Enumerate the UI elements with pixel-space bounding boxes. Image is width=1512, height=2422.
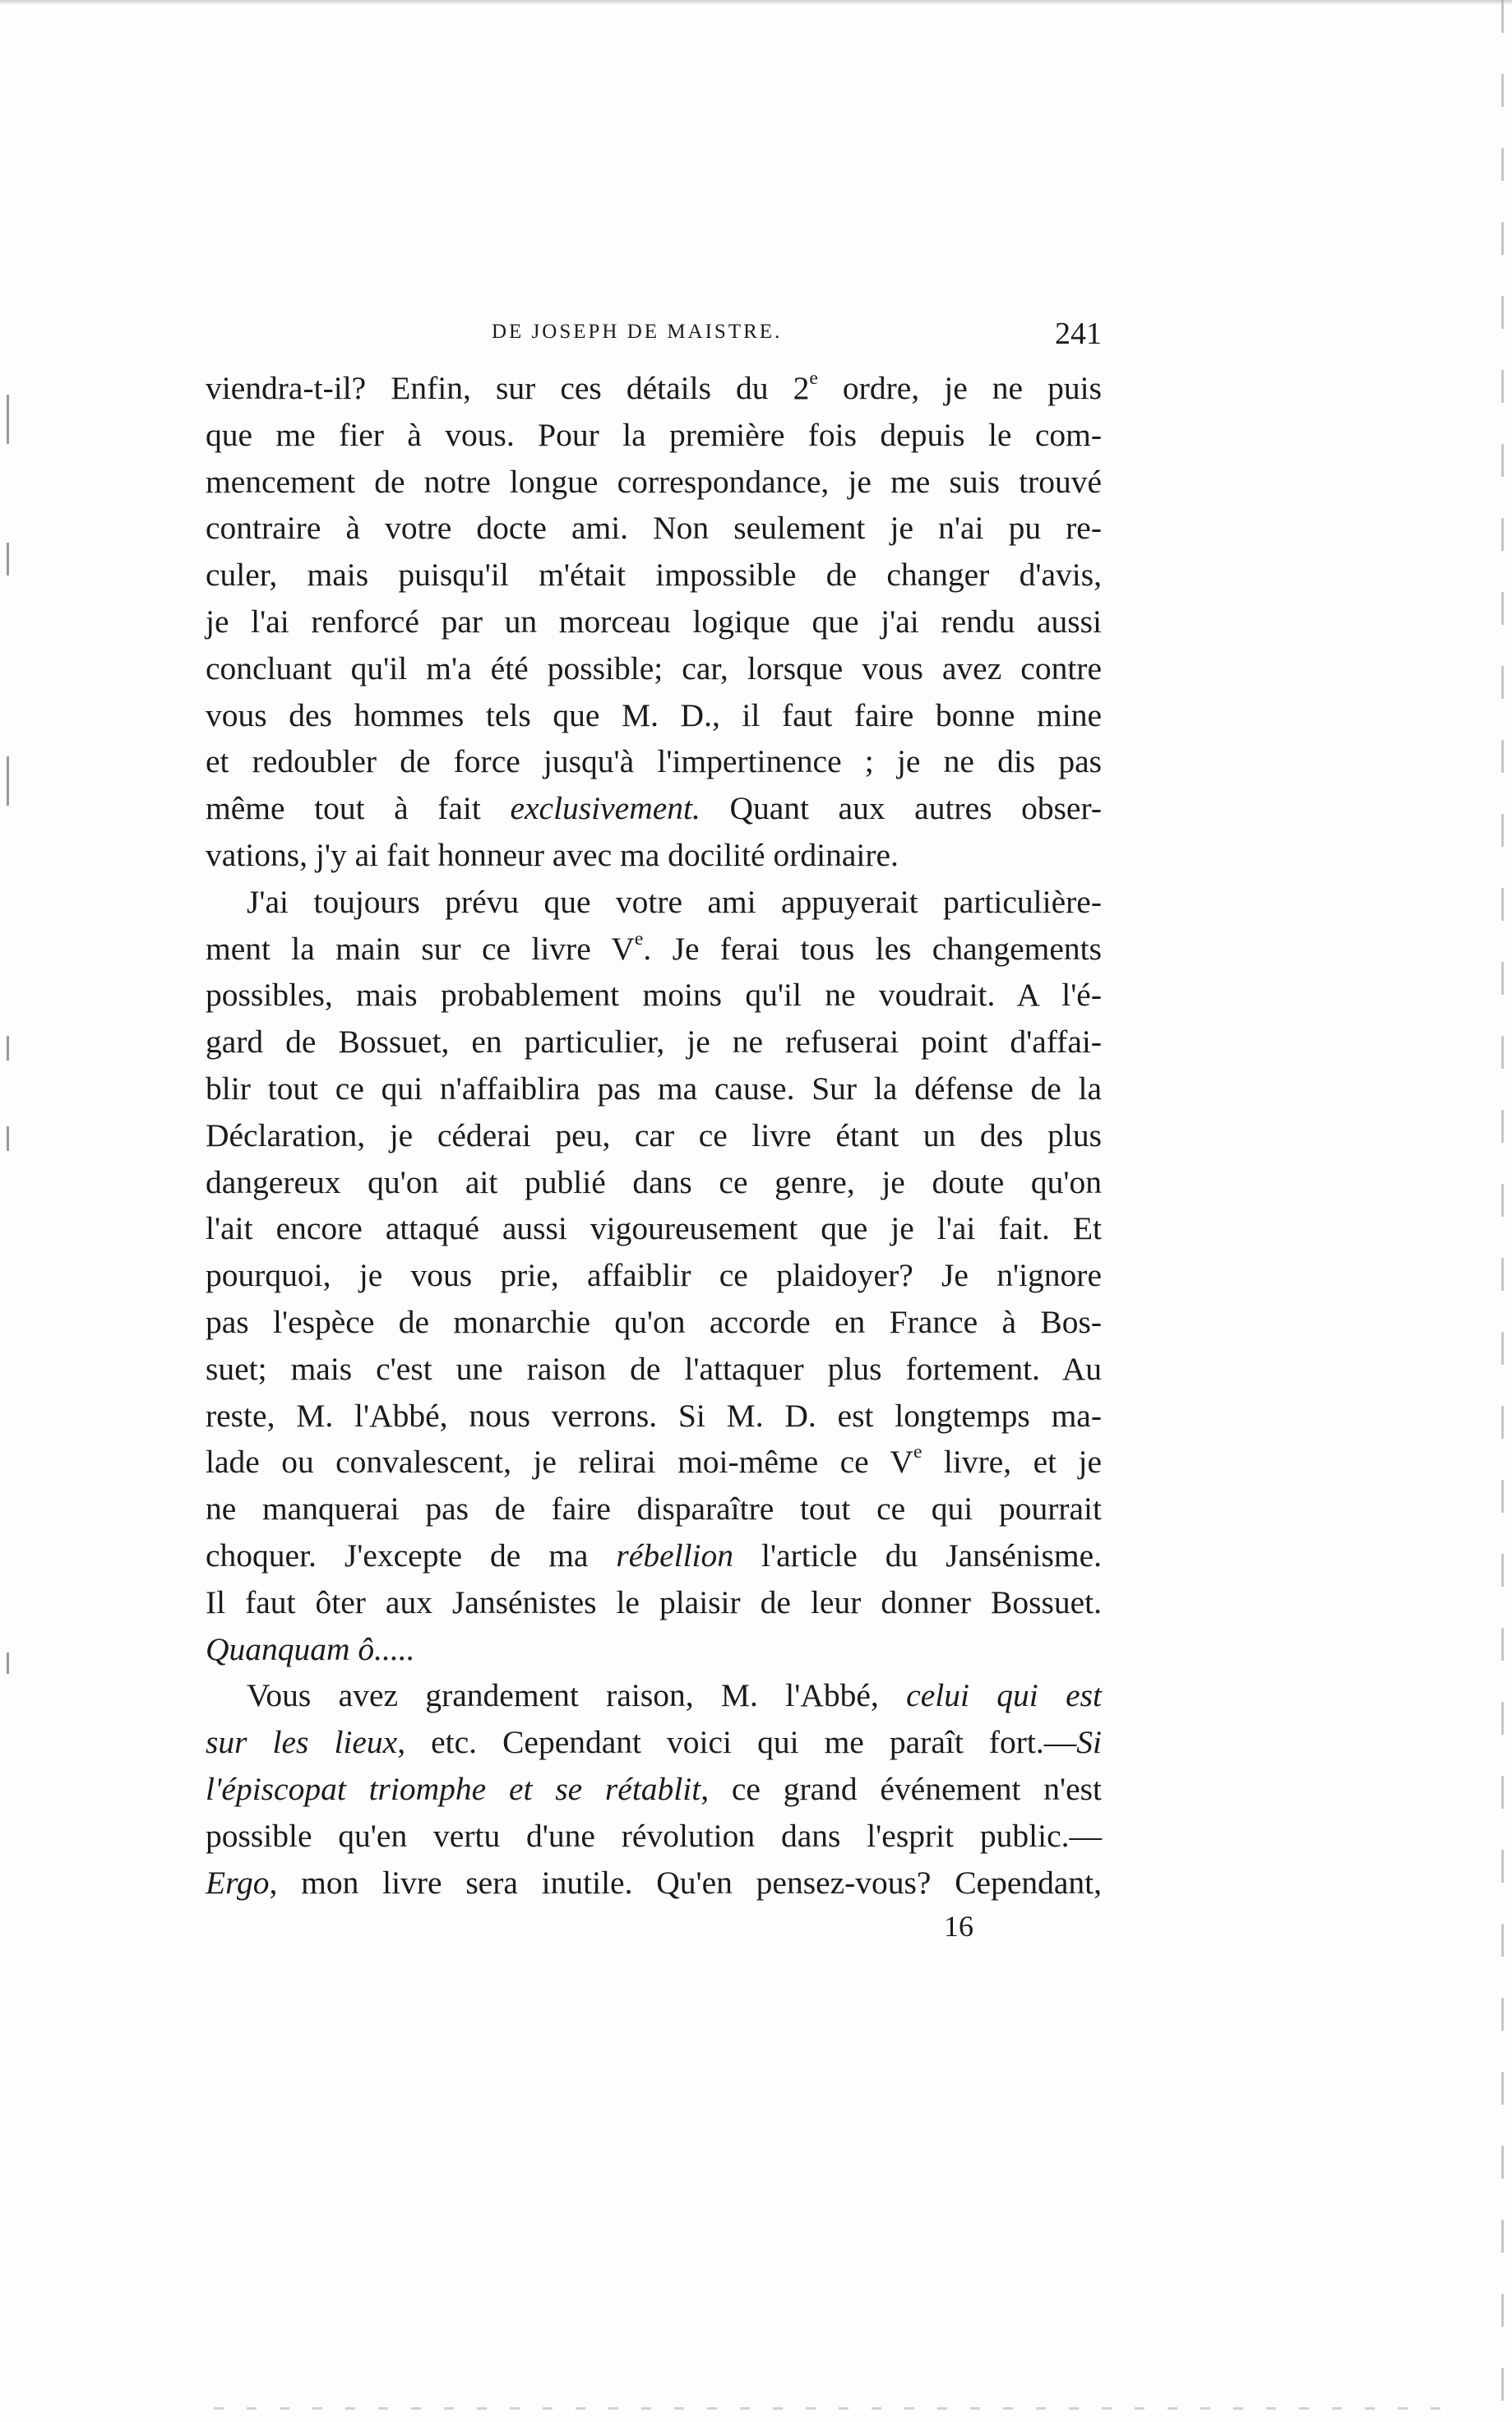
text-line: J'ai toujours prévu que votre ami appuyerait particulière- (247, 883, 1102, 920)
margin-mark (7, 395, 9, 444)
text-line: vous des hommes tels que M. D., il faut faire bonne mine (206, 696, 1102, 733)
text-line: Quanquam ô..... (206, 1630, 415, 1667)
text-line: lade ou convalescent, je relirai moi-même ce Ve livre, et je (206, 1441, 1103, 1481)
running-title: DE JOSEPH DE MAISTRE. (492, 321, 783, 343)
text-line: même tout à fait exclusivement. Quant aux autres obser- (206, 790, 1102, 827)
paragraph (206, 879, 1102, 1673)
text-line: contraire à votre docte ami. Non seulement je n'ai pu re- (206, 510, 1102, 547)
running-head (206, 316, 1102, 357)
text-line: Vous avez grandement raison, M. l'Abbé, celui qui est (247, 1677, 1102, 1714)
body-text (206, 365, 1102, 1906)
text-line: possibles, mais probablement moins qu'il ne voudrait. A l'é- (206, 977, 1102, 1014)
text-line: l'épiscopat triomphe et se rétablit, ce grand événement n'est (206, 1770, 1102, 1807)
text-line: choquer. J'excepte de ma rébellion l'article du Jansénisme. (206, 1537, 1102, 1574)
signature-mark: 16 (944, 1910, 973, 1943)
text-line: ne manquerai pas de faire disparaître tout ce qui pourrait (206, 1491, 1102, 1528)
text-line: vations, j'y ai fait honneur avec ma docilité ordinaire. (206, 836, 899, 873)
text-line: concluant qu'il m'a été possible; car, lorsque vous avez contre (206, 649, 1102, 686)
text-line: viendra-t-il? Enfin, sur ces détails du 2e ordre, je ne puis (206, 367, 1102, 406)
margin-mark (7, 1126, 9, 1151)
text-line: blir tout ce qui n'affaiblira pas ma cause. Sur la défense de la (206, 1070, 1102, 1107)
margin-mark (7, 1652, 9, 1674)
text-line: l'ait encore attaqué aussi vigoureusement que je l'ai fait. Et (206, 1210, 1102, 1247)
margin-mark (7, 1036, 9, 1061)
scan-edge-top (0, 0, 1512, 5)
text-line: pourquoi, je vous prie, affaiblir ce plaidoyer? Je n'ignore (206, 1257, 1102, 1294)
paragraph (206, 1672, 1102, 1906)
margin-mark (7, 756, 9, 806)
text-line: culer, mais puisqu'il m'était impossible de changer d'avis, (206, 557, 1102, 594)
page-number: 241 (1055, 317, 1102, 351)
text-line: sur les lieux, etc. Cependant voici qui me paraît fort.—Si (206, 1724, 1102, 1761)
text-line: dangereux qu'on ait publié dans ce genre, je doute qu'on (206, 1163, 1102, 1200)
scan-edge-bottom (214, 2407, 1447, 2410)
text-line: et redoubler de force jusqu'à l'impertinence ; je ne dis pas (206, 743, 1102, 780)
text-line: que me fier à vous. Pour la première fois depuis le com- (206, 416, 1102, 453)
text-line: pas l'espèce de monarchie qu'on accorde en France à Bos- (206, 1303, 1102, 1340)
text-line: Déclaration, je céderai peu, car ce livre étant un des plus (206, 1116, 1102, 1153)
text-line: mencement de notre longue correspondance, je me suis trouvé (206, 463, 1102, 500)
text-line: Ergo, mon livre sera inutile. Qu'en pensez-vous? Cependant, (206, 1864, 1102, 1901)
text-line: ment la main sur ce livre Ve. Je ferai tous les changements (206, 927, 1102, 967)
text-line: gard de Bossuet, en particulier, je ne refuserai point d'affai- (206, 1024, 1102, 1061)
margin-mark (7, 543, 9, 575)
text-line: possible qu'en vertu d'une révolution dans l'esprit public.— (206, 1817, 1102, 1854)
text-line: reste, M. l'Abbé, nous verrons. Si M. D. est longtemps ma- (206, 1397, 1102, 1434)
paragraph (206, 365, 1102, 879)
text-line: Il faut ôter aux Jansénistes le plaisir de leur donner Bossuet. (206, 1583, 1102, 1620)
scan-edge-right (1501, 0, 1504, 2422)
text-line: je l'ai renforcé par un morceau logique que j'ai rendu aussi (206, 603, 1102, 640)
text-line: suet; mais c'est une raison de l'attaquer plus fortement. Au (206, 1350, 1102, 1387)
